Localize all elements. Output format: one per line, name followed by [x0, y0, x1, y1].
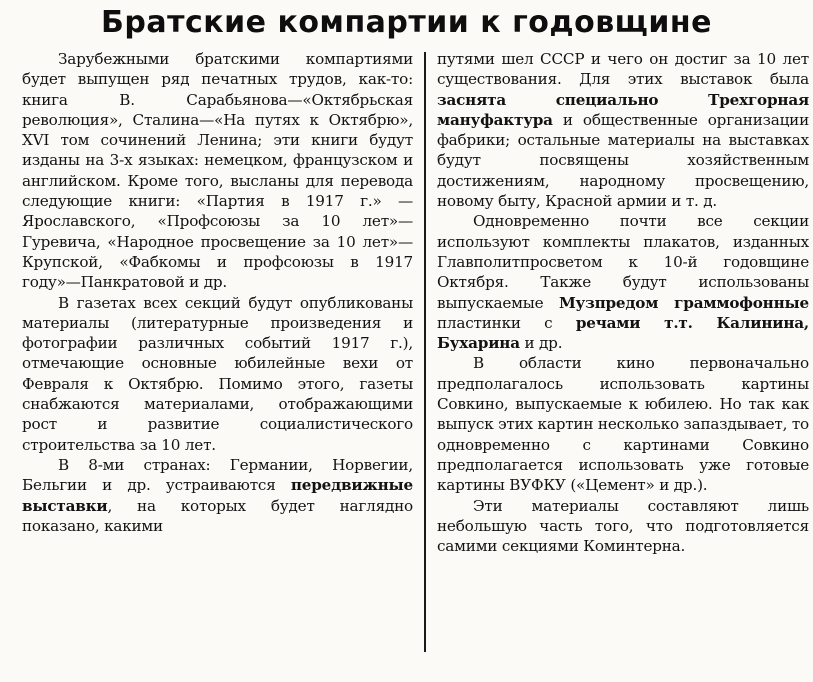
left-p3-text-end: , на которых будет наглядно показано, какими	[22, 496, 413, 535]
right-p2-text-mid: пластинки с	[437, 313, 576, 332]
right-p1-text-end: и общественные организации фабрики; остальные материалы на выставках будут посвящены хозяйственным достижениям, народному просвещению, новому быту, Красной армии и т. д.	[437, 110, 809, 211]
right-p2-text-end: и др.	[519, 334, 563, 353]
column-divider	[424, 52, 426, 652]
right-column	[437, 49, 809, 556]
right-p1-bold-text: заснята специально Трехгорная мануфактура	[437, 90, 809, 129]
right-p2-text-start: Одновременно почти все секции используют комплекты плакатов, изданных Главполитпросветом к 10-й годовщине Октября. Также будут использованы выпускаемые	[437, 212, 809, 312]
right-p2-bold-text-1: Музпредом граммофонные	[558, 293, 809, 312]
right-paragraph-2	[437, 211, 809, 353]
left-paragraph-3	[22, 455, 413, 536]
right-paragraph-1	[437, 49, 809, 211]
right-p1-text-start: путями шел СССР и чего он достиг за 10 лет существования. Для этих выставок была	[437, 50, 809, 89]
article-headline: Братские компартии к годовщине	[101, 5, 712, 40]
right-p2-bold-text-2: речами т.т. Калинина, Бухарина	[437, 313, 809, 353]
left-paragraph-1: Зарубежными братскими компартиями будет выпущен ряд печатных трудов, как-то: книга В. Сарабьянова—«Октябрьская революция», Сталина—«На путях к Октябрю», XVI том сочинений Ленина; эти книги будут изданы на 3-х языках: немецком, французском и английском. Кроме того, высланы для перевода следующие книги: «Партия в 1917 г.» —Ярославского, «Профсоюзы за 10 лет»—Гуревича, «Народное просвещение за 10 лет»—Крупской, «Фабкомы и профсоюзы в 1917 году»—Панкратовой и др.	[22, 50, 413, 292]
right-paragraph-3: В области кино первоначально предполагалось использовать картины Совкино, выпускаемые к юбилею. Но так как выпуск этих картин несколько запаздывает, то одновременно с картинами Совкино предполагается использовать уже готовые картины ВУФКУ («Цемент» и др.).	[437, 354, 809, 495]
left-column	[22, 49, 413, 536]
right-paragraph-4: Эти материалы составляют лишь небольшую часть того, что подготовляется самими секциями Коминтерна.	[437, 496, 809, 556]
left-paragraph-2: В газетах всех секций будут опубликованы материалы (литературные произведения и фотографии различных событий 1917 г.), отмечающие основные юбилейные вехи от Февраля к Октябрю. Помимо этого, газеты снабжаются материалами, отображающими рост и развитие социалистического строительства за 10 лет.	[22, 293, 413, 454]
left-p3-bold-text: передвижные выставки	[22, 476, 413, 515]
left-p3-text-start: В 8-ми странах: Германии, Норвегии, Бельгии и др. устраиваются	[22, 455, 413, 495]
